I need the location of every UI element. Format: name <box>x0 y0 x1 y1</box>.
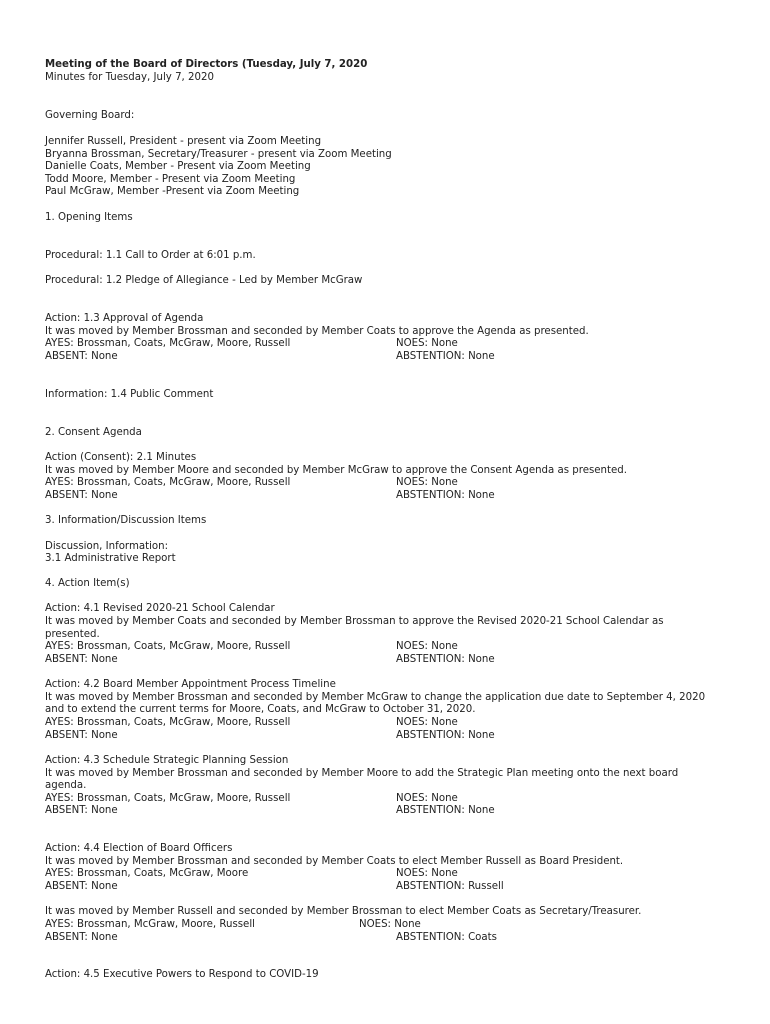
agenda-item: 3.1 Administrative Report <box>45 553 176 564</box>
document-subtitle: Minutes for Tuesday, July 7, 2020 <box>45 72 214 83</box>
section-heading: 3. Information/Discussion Items <box>45 515 207 526</box>
vote-noes: NOES: None <box>396 338 458 349</box>
vote-ayes: AYES: Brossman, Coats, McGraw, Moore, Russell <box>45 717 291 728</box>
agenda-item-title: Action: 4.4 Election of Board Officers <box>45 843 233 854</box>
board-member: Danielle Coats, Member - Present via Zoom Meeting <box>45 161 311 172</box>
motion-text: presented. <box>45 629 100 640</box>
vote-ayes: AYES: Brossman, Coats, McGraw, Moore, Russell <box>45 641 291 652</box>
vote-absent: ABSENT: None <box>45 881 118 892</box>
agenda-item-title: Action: 4.2 Board Member Appointment Process Timeline <box>45 679 336 690</box>
vote-abstention: ABSTENTION: Russell <box>396 881 504 892</box>
motion-text: It was moved by Member Brossman and seconded by Member Coats to elect Member Russell as Board President. <box>45 856 624 867</box>
section-heading: 4. Action Item(s) <box>45 578 130 589</box>
vote-abstention: ABSTENTION: Coats <box>396 932 497 943</box>
board-member: Todd Moore, Member - Present via Zoom Meeting <box>45 174 296 185</box>
vote-noes: NOES: None <box>396 477 458 488</box>
agenda-item-title: Action: 4.1 Revised 2020-21 School Calendar <box>45 603 275 614</box>
vote-absent: ABSENT: None <box>45 490 118 501</box>
agenda-item: Procedural: 1.1 Call to Order at 6:01 p.m. <box>45 250 256 261</box>
motion-text: and to extend the current terms for Moore, Coats, and McGraw to October 31, 2020. <box>45 704 476 715</box>
vote-noes: NOES: None <box>359 919 421 930</box>
vote-abstention: ABSTENTION: None <box>396 805 495 816</box>
vote-absent: ABSENT: None <box>45 932 118 943</box>
vote-ayes: AYES: Brossman, Coats, McGraw, Moore, Russell <box>45 338 291 349</box>
agenda-item-title: Action: 1.3 Approval of Agenda <box>45 313 204 324</box>
motion-text: It was moved by Member Moore and seconded by Member McGraw to approve the Consent Agenda as presented. <box>45 465 627 476</box>
board-member: Bryanna Brossman, Secretary/Treasurer - present via Zoom Meeting <box>45 149 392 160</box>
motion-text: It was moved by Member Russell and seconded by Member Brossman to elect Member Coats as Secretary/Treasurer. <box>45 906 642 917</box>
vote-noes: NOES: None <box>396 717 458 728</box>
motion-text: It was moved by Member Brossman and seconded by Member Coats to approve the Agenda as presented. <box>45 326 589 337</box>
agenda-item-title: Action (Consent): 2.1 Minutes <box>45 452 197 463</box>
motion-text: It was moved by Member Brossman and seconded by Member McGraw to change the application due date to September 4, 2020 <box>45 692 706 703</box>
vote-ayes: AYES: Brossman, Coats, McGraw, Moore, Russell <box>45 477 291 488</box>
agenda-item-title: Action: 4.5 Executive Powers to Respond to COVID-19 <box>45 969 319 980</box>
section-heading: 2. Consent Agenda <box>45 427 142 438</box>
board-member: Jennifer Russell, President - present via Zoom Meeting <box>45 136 322 147</box>
vote-abstention: ABSTENTION: None <box>396 654 495 665</box>
vote-abstention: ABSTENTION: None <box>396 351 495 362</box>
agenda-item: Information: 1.4 Public Comment <box>45 389 214 400</box>
vote-absent: ABSENT: None <box>45 654 118 665</box>
motion-text: It was moved by Member Coats and seconded by Member Brossman to approve the Revised 2020-21 School Calendar as <box>45 616 664 627</box>
vote-absent: ABSENT: None <box>45 351 118 362</box>
vote-ayes: AYES: Brossman, McGraw, Moore, Russell <box>45 919 255 930</box>
board-member: Paul McGraw, Member -Present via Zoom Meeting <box>45 186 300 197</box>
vote-absent: ABSENT: None <box>45 730 118 741</box>
vote-abstention: ABSTENTION: None <box>396 490 495 501</box>
vote-absent: ABSENT: None <box>45 805 118 816</box>
vote-abstention: ABSTENTION: None <box>396 730 495 741</box>
vote-noes: NOES: None <box>396 793 458 804</box>
vote-ayes: AYES: Brossman, Coats, McGraw, Moore <box>45 868 249 879</box>
motion-text: It was moved by Member Brossman and seconded by Member Moore to add the Strategic Plan meeting onto the next board <box>45 768 679 779</box>
document-title: Meeting of the Board of Directors (Tuesday, July 7, 2020 <box>45 59 368 70</box>
vote-noes: NOES: None <box>396 641 458 652</box>
agenda-item: Discussion, Information: <box>45 541 169 552</box>
agenda-item-title: Action: 4.3 Schedule Strategic Planning Session <box>45 755 289 766</box>
vote-noes: NOES: None <box>396 868 458 879</box>
section-heading: 1. Opening Items <box>45 212 133 223</box>
vote-ayes: AYES: Brossman, Coats, McGraw, Moore, Russell <box>45 793 291 804</box>
agenda-item: Procedural: 1.2 Pledge of Allegiance - Led by Member McGraw <box>45 275 363 286</box>
motion-text: agenda. <box>45 780 87 791</box>
board-heading: Governing Board: <box>45 110 135 121</box>
